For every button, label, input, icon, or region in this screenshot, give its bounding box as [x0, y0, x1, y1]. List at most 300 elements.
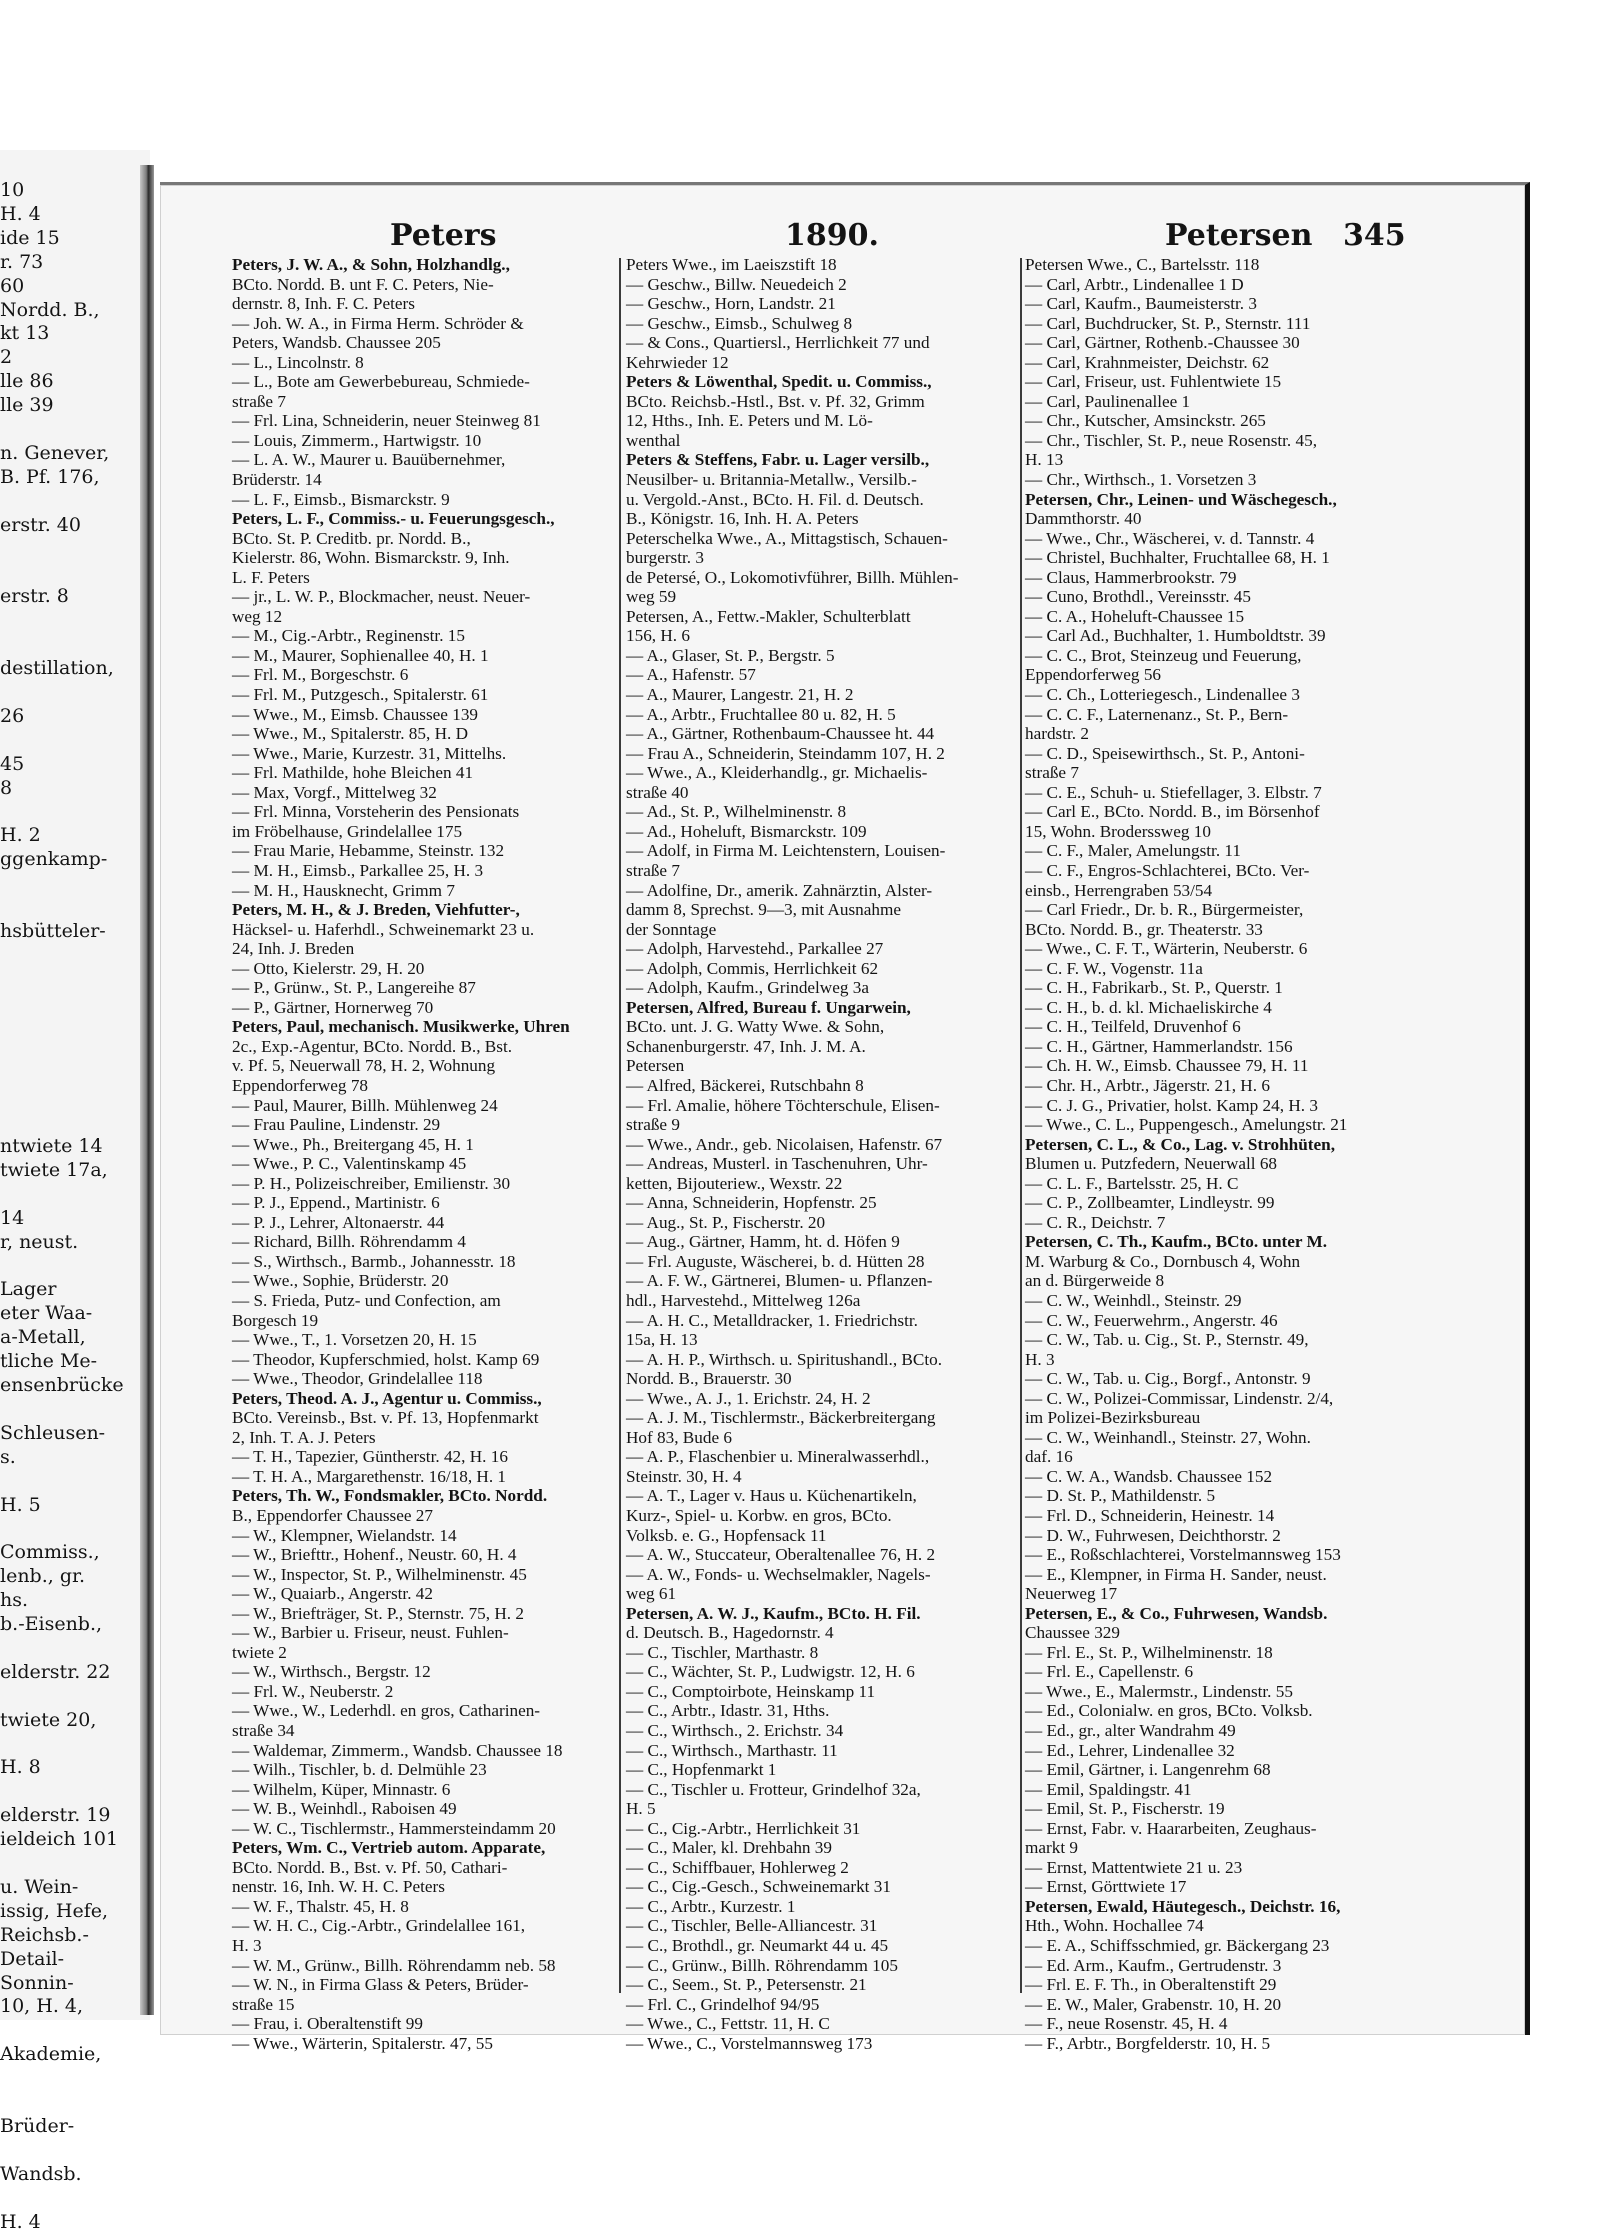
directory-entry-line: — Frl. C., Grindelhof 94/95 — [626, 1994, 820, 2014]
directory-entry-line: — Emil, Spaldingstr. 41 — [1025, 1779, 1192, 1799]
directory-entry-line: nenstr. 16, Inh. W. H. C. Peters — [232, 1877, 445, 1897]
left-page-text-fragment: r. 73 — [0, 250, 44, 273]
left-page-text-fragment: twiete 17a, — [0, 1158, 108, 1181]
directory-entry-line: — C. F. W., Vogenstr. 11a — [1025, 958, 1203, 978]
directory-entry-line: daf. 16 — [1025, 1447, 1073, 1467]
left-page-text-fragment: Detail- — [0, 1947, 65, 1970]
directory-entry-line: — C. W., Polizei-Commissar, Lindenstr. 2/4, — [1025, 1388, 1334, 1408]
directory-entry-line: — L., Bote am Gewerbebureau, Schmiede- — [232, 372, 530, 392]
directory-entry-line: Kehrwieder 12 — [626, 352, 729, 372]
directory-entry-line: der Sonntage — [626, 919, 717, 939]
directory-entry-line: — C., Comptoirbote, Heinskamp 11 — [626, 1681, 876, 1701]
directory-entry-line: — Wwe., Theodor, Grindelallee 118 — [232, 1369, 483, 1389]
directory-entry-line: — Frl. Amalie, höhere Töchterschule, Elisen- — [626, 1095, 940, 1115]
directory-entry-line: — T. H. A., Margarethenstr. 16/18, H. 1 — [232, 1466, 507, 1486]
directory-entry-line: — W. N., in Firma Glass & Peters, Brüder- — [232, 1975, 529, 1995]
directory-entry-line: — Carl, Buchdrucker, St. P., Sternstr. 111 — [1025, 313, 1311, 333]
directory-entry-line: — Wwe., A. J., 1. Erichstr. 24, H. 2 — [626, 1388, 871, 1408]
directory-entry-line: — Christel, Buchhalter, Fruchtallee 68, H. 1 — [1025, 548, 1330, 568]
directory-entry-line: Häcksel- u. Haferhdl., Schweinemarkt 23 u. — [232, 919, 535, 939]
directory-entry-line: Eppendorferweg 56 — [1025, 665, 1162, 685]
directory-entry-line: — A., Gärtner, Rothenbaum-Chaussee ht. 44 — [626, 724, 935, 744]
directory-entry-line: — P. J., Lehrer, Altonaerstr. 44 — [232, 1212, 445, 1232]
directory-entry-line: BCto. Nordd. B., Bst. v. Pf. 50, Cathari- — [232, 1857, 508, 1877]
directory-entry-line: Kurz-, Spiel- u. Korbw. en gros, BCto. — [626, 1506, 892, 1525]
directory-entry-line: — Frl. Auguste, Wäscherei, b. d. Hütten 28 — [626, 1251, 925, 1271]
column-rule-2 — [1020, 258, 1022, 1993]
directory-entry-line: — W. F., Thalstr. 45, H. 8 — [232, 1896, 409, 1916]
directory-entry-line: weg 61 — [626, 1584, 677, 1604]
directory-entry-line: — C., Cig.-Gesch., Schweinemarkt 31 — [626, 1877, 891, 1897]
directory-entry-line: BCto. Vereinsb., Bst. v. Pf. 13, Hopfenmarkt — [232, 1408, 539, 1428]
directory-entry-line: — Carl Friedr., Dr. b. R., Bürgermeister, — [1025, 900, 1304, 920]
directory-entry-line: — E. W., Maler, Grabenstr. 10, H. 20 — [1025, 1994, 1282, 2014]
directory-entry-line: — Ad., St. P., Wilhelminenstr. 8 — [626, 802, 847, 822]
directory-entry-line: Peters, Theod. A. J., Agentur u. Commiss., — [232, 1388, 542, 1408]
directory-entry-line: — Frl. Mathilde, hohe Bleichen 41 — [232, 763, 474, 783]
directory-entry-line: — A., Arbtr., Fruchtallee 80 u. 82, H. 5 — [626, 704, 896, 724]
left-page-text-fragment: hs. — [0, 1589, 29, 1612]
left-page-text-fragment: H. 8 — [0, 1756, 41, 1779]
left-page-text-fragment: ieldeich 101 — [0, 1828, 119, 1851]
running-header — [215, 218, 1406, 256]
directory-entry-line: — E. A., Schiffsschmied, gr. Bäckergang 23 — [1025, 1936, 1330, 1956]
directory-entry-line: — W. C., Tischlermstr., Hammersteindamm 20 — [232, 1818, 556, 1838]
directory-entry-line: Chaussee 329 — [1025, 1623, 1120, 1643]
directory-entry-line: — C. D., Speisewirthsch., St. P., Antoni- — [1025, 743, 1305, 763]
directory-entry-line: — Wwe., C., Vorstelmannsweg 173 — [626, 2033, 873, 2053]
directory-entry-line: — E., Klempner, in Firma H. Sander, neust. — [1025, 1564, 1327, 1584]
directory-entry-line: — Wwe., C., Fettstr. 11, H. C — [626, 2014, 830, 2034]
left-page-text-fragment: lenb., gr. — [0, 1565, 86, 1588]
left-page-text-fragment: 10 — [0, 179, 25, 201]
directory-entry-line: — Frl. M., Borgeschstr. 6 — [232, 665, 409, 685]
directory-entry-line: Peters, J. W. A., & Sohn, Holzhandlg., — [232, 255, 510, 274]
directory-entry-line: — Chr. H., Arbtr., Jägerstr. 21, H. 6 — [1025, 1075, 1270, 1095]
directory-entry-line: — Emil, St. P., Fischerstr. 19 — [1025, 1799, 1225, 1819]
directory-entry-line: Brüderstr. 14 — [232, 470, 322, 490]
directory-entry-line: — A. J. M., Tischlermstr., Bäckerbreitergang — [626, 1408, 936, 1428]
directory-column-1 — [232, 255, 622, 2053]
left-page-text-fragment: 60 — [0, 274, 25, 297]
directory-entry-line: 2, Inh. T. A. J. Peters — [232, 1427, 376, 1447]
directory-entry-line: — D. St. P., Mathildenstr. 5 — [1025, 1486, 1216, 1506]
directory-entry-line: — L., Lincolnstr. 8 — [232, 352, 364, 372]
directory-entry-line: burgerstr. 3 — [626, 548, 704, 568]
directory-entry-line: — Wwe., Sophie, Brüderstr. 20 — [232, 1271, 449, 1291]
directory-entry-line: — Frl. D., Schneiderin, Heinestr. 14 — [1025, 1506, 1275, 1525]
directory-entry-line: Peters, Th. W., Fondsmakler, BCto. Nordd. — [232, 1486, 548, 1506]
directory-entry-line: — W. M., Grünw., Billh. Röhrendamm neb. 58 — [232, 1955, 556, 1975]
left-page-text-fragment: tliche Me- — [0, 1350, 98, 1373]
left-page-text-fragment: Sonnin- — [0, 1971, 74, 1994]
page-number: 345 — [1343, 218, 1406, 253]
directory-entry-line: — C. W., Weinhdl., Steinstr. 29 — [1025, 1290, 1242, 1310]
directory-entry-line: — C. H., Teilfeld, Druvenhof 6 — [1025, 1017, 1241, 1037]
directory-entry-line: — Carl Ad., Buchhalter, 1. Humboldtstr. 39 — [1025, 626, 1326, 646]
directory-entry-line: — Ch. H. W., Eimsb. Chaussee 79, H. 11 — [1025, 1056, 1309, 1076]
directory-entry-line: — Frl. Minna, Vorsteherin des Pensionats — [232, 802, 520, 822]
directory-entry-line: — Theodor, Kupferschmied, holst. Kamp 69 — [232, 1349, 540, 1369]
directory-entry-line: — P., Gärtner, Hornerweg 70 — [232, 997, 434, 1017]
directory-entry-line: — C., Arbtr., Kurzestr. 1 — [626, 1896, 796, 1916]
directory-entry-line: 156, H. 6 — [626, 626, 690, 646]
directory-entry-line: — Chr., Wirthsch., 1. Vorsetzen 3 — [1025, 470, 1257, 490]
directory-entry-line: einsb., Herrengraben 53/54 — [1025, 880, 1213, 900]
directory-entry-line: — M., Cig.-Arbtr., Reginenstr. 15 — [232, 626, 465, 646]
directory-entry-line: Peters & Steffens, Fabr. u. Lager versilb., — [626, 450, 930, 470]
directory-entry-line: B., Eppendorfer Chaussee 27 — [232, 1506, 433, 1525]
directory-entry-line: — Frl. Lina, Schneiderin, neuer Steinweg 81 — [232, 411, 541, 431]
directory-entry-line: — Ad., Hoheluft, Bismarckstr. 109 — [626, 821, 867, 841]
directory-entry-line: — Ernst, Fabr. v. Haararbeiten, Zeughaus- — [1025, 1818, 1317, 1838]
directory-entry-line: Petersen, Chr., Leinen- und Wäschegesch., — [1025, 489, 1337, 509]
directory-entry-line: M. Warburg & Co., Dornbusch 4, Wohn — [1025, 1251, 1301, 1271]
year-heading: 1890. — [785, 218, 879, 253]
directory-entry-line: — M. H., Hausknecht, Grimm 7 — [232, 880, 455, 900]
left-page-text-fragment: 8 — [0, 776, 13, 799]
left-page-text-fragment: H. 2 — [0, 824, 41, 847]
directory-entry-line: Peters, M. H., & J. Breden, Viehfutter-, — [232, 900, 520, 920]
directory-entry-line: — S., Wirthsch., Barmb., Johannesstr. 18 — [232, 1251, 516, 1271]
directory-entry-line: — C., Tischler, Marthastr. 8 — [626, 1642, 819, 1662]
directory-entry-line: Peters & Löwenthal, Spedit. u. Commiss., — [626, 372, 932, 392]
directory-entry-line: — Carl, Krahnmeister, Deichstr. 62 — [1025, 352, 1270, 372]
directory-entry-line: — C. L. F., Bartelsstr. 25, H. C — [1025, 1173, 1239, 1193]
directory-column-2 — [626, 255, 1019, 2053]
directory-entry-line: H. 3 — [1025, 1349, 1055, 1369]
directory-entry-line: — Frl. E., St. P., Wilhelminenstr. 18 — [1025, 1642, 1273, 1662]
directory-entry-line: Peters, Paul, mechanisch. Musikwerke, Uhren — [232, 1017, 570, 1037]
directory-entry-line: H. 13 — [1025, 450, 1064, 470]
left-page-text-fragment: 10, H. 4, — [0, 1995, 84, 2018]
directory-entry-line: — M., Maurer, Sophienallee 40, H. 1 — [232, 645, 489, 665]
directory-entry-line: — A. H. P., Wirthsch. u. Spiritushandl., BCto. — [626, 1349, 943, 1369]
left-page-text-fragment: Commiss., — [0, 1541, 100, 1564]
directory-entry-line: — Geschw., Horn, Landstr. 21 — [626, 294, 836, 314]
left-page-text-fragment: 14 — [0, 1206, 25, 1229]
directory-entry-line: hardstr. 2 — [1025, 724, 1089, 744]
directory-entry-line: — Max, Vorgf., Mittelweg 32 — [232, 782, 437, 802]
directory-entry-line: — Wwe., E., Malermstr., Lindenstr. 55 — [1025, 1681, 1293, 1701]
directory-entry-line: — F., neue Rosenstr. 45, H. 4 — [1025, 2014, 1228, 2034]
directory-entry-line: — Chr., Tischler, St. P., neue Rosenstr. 45, — [1025, 430, 1318, 450]
directory-entry-line: — W. H. C., Cig.-Arbtr., Grindelallee 161, — [232, 1916, 526, 1936]
directory-entry-line: — Louis, Zimmerm., Hartwigstr. 10 — [232, 430, 482, 450]
directory-entry-line: Petersen, Alfred, Bureau f. Ungarwein, — [626, 997, 911, 1017]
directory-entry-line: — Wwe., Andr., geb. Nicolaisen, Hafenstr. 67 — [626, 1134, 943, 1154]
directory-entry-line: — Claus, Hammerbrookstr. 79 — [1025, 567, 1237, 587]
directory-entry-line: Petersen, A., Fettw.-Makler, Schulterblatt — [626, 606, 911, 626]
directory-entry-line: — D. W., Fuhrwesen, Deichthorstr. 2 — [1025, 1525, 1281, 1545]
directory-entry-line: BCto. Reichsb.-Hstl., Bst. v. Pf. 32, Grimm — [626, 391, 925, 411]
directory-entry-line: — A. F. W., Gärtnerei, Blumen- u. Pflanzen- — [626, 1271, 933, 1291]
directory-entry-line: — Andreas, Musterl. in Taschenuhren, Uhr- — [626, 1154, 928, 1174]
directory-entry-line: — C. H., Gärtner, Hammerlandstr. 156 — [1025, 1036, 1293, 1056]
directory-entry-line: — Adolf, in Firma M. Leichtenstern, Louisen- — [626, 841, 946, 861]
directory-entry-line: Petersen, E., & Co., Fuhrwesen, Wandsb. — [1025, 1603, 1328, 1623]
directory-entry-line: — C. W., Tab. u. Cig., Borgf., Antonstr. 9 — [1025, 1369, 1311, 1389]
left-page-text-fragment: Brüder- — [0, 2114, 75, 2137]
directory-entry-line: — jr., L. W. P., Blockmacher, neust. Neuer- — [232, 587, 531, 607]
directory-entry-line: — C. Ch., Lotteriegesch., Lindenallee 3 — [1025, 685, 1300, 705]
left-running-head: Peters — [390, 218, 497, 253]
directory-entry-line: Peters, L. F., Commiss.- u. Feuerungsgesch., — [232, 509, 555, 529]
directory-entry-line: — Wwe., Wärterin, Spitalerstr. 47, 55 — [232, 2033, 493, 2053]
directory-entry-line: — C., Wächter, St. P., Ludwigstr. 12, H. 6 — [626, 1662, 915, 1682]
left-page-text-fragment: ide 15 — [0, 226, 60, 249]
directory-entry-line: — P. H., Polizeischreiber, Emilienstr. 30 — [232, 1173, 511, 1193]
directory-entry-line: Petersen, Ewald, Häutegesch., Deichstr. 16, — [1025, 1896, 1341, 1916]
directory-entry-line: — F., Arbtr., Borgfelderstr. 10, H. 5 — [1025, 2033, 1271, 2053]
directory-entry-line: — Wwe., Marie, Kurzestr. 31, Mittelhs. — [232, 743, 507, 763]
left-page-text-fragment: s. — [0, 1445, 16, 1468]
directory-entry-line: H. 5 — [626, 1799, 656, 1819]
left-page-text-fragment: a-Metall, — [0, 1326, 86, 1349]
directory-entry-line: — Paul, Maurer, Billh. Mühlenweg 24 — [232, 1095, 498, 1115]
directory-entry-line: — Wwe., M., Spitalerstr. 85, H. D — [232, 724, 468, 744]
directory-entry-line: — E., Roßschlachterei, Vorstelmannsweg 153 — [1025, 1545, 1341, 1565]
directory-entry-line: twiete 2 — [232, 1642, 287, 1662]
left-page-text-fragment: erstr. 8 — [0, 585, 69, 608]
directory-entry-line: Steinstr. 30, H. 4 — [626, 1466, 742, 1486]
left-page-text-fragment: H. 4 — [0, 2210, 41, 2233]
directory-entry-line: — C., Seem., St. P., Petersenstr. 21 — [626, 1975, 867, 1995]
directory-entry-line: — Wwe., M., Eimsb. Chaussee 139 — [232, 704, 479, 724]
directory-entry-line: — Ed., Colonialw. en gros, BCto. Volksb. — [1025, 1701, 1313, 1721]
directory-entry-line: — A. T., Lager v. Haus u. Küchenartikeln, — [626, 1486, 917, 1506]
directory-entry-line: — A., Maurer, Langestr. 21, H. 2 — [626, 685, 854, 705]
directory-entry-line: de Petersé, O., Lokomotivführer, Billh. Mühlen- — [626, 567, 959, 587]
left-page-text-fragment: elderstr. 22 — [0, 1660, 111, 1683]
left-page-text-fragment: H. 5 — [0, 1493, 41, 1516]
directory-entry-line: 24, Inh. J. Breden — [232, 939, 355, 959]
left-page-text-fragment: H. 4 — [0, 202, 41, 225]
left-page-text-fragment: lle 86 — [0, 370, 54, 393]
directory-entry-line: — C., Wirthsch., 2. Erichstr. 34 — [626, 1721, 844, 1741]
directory-entry-line: — A., Glaser, St. P., Bergstr. 5 — [626, 645, 835, 665]
directory-entry-line: — Carl, Kaufm., Baumeisterstr. 3 — [1025, 294, 1257, 314]
directory-entry-line: weg 59 — [626, 587, 677, 607]
directory-entry-line: — C. F., Maler, Amelungstr. 11 — [1025, 841, 1241, 861]
directory-entry-line: — C. J. G., Privatier, holst. Kamp 24, H. 3 — [1025, 1095, 1318, 1115]
left-page-text-fragment: ntwiete 14 — [0, 1135, 103, 1157]
directory-entry-line: straße 15 — [232, 1994, 295, 2014]
directory-entry-line: Peters, Wm. C., Vertrieb autom. Apparate, — [232, 1838, 546, 1858]
directory-entry-line: — C., Tischler, Belle-Alliancestr. 31 — [626, 1916, 878, 1936]
directory-entry-line: — Ernst, Mattentwiete 21 u. 23 — [1025, 1857, 1243, 1877]
directory-entry-line: — W., Briefttr., Hohenf., Neustr. 60, H. 4 — [232, 1545, 517, 1565]
directory-entry-line: — Wwe., C. L., Puppengesch., Amelungstr. 21 — [1025, 1115, 1348, 1135]
directory-entry-line: — Emil, Gärtner, i. Langenrehm 68 — [1025, 1760, 1271, 1780]
left-page-text-fragment: b.-Eisenb., — [0, 1613, 103, 1635]
directory-entry-line: straße 7 — [1025, 763, 1079, 783]
directory-entry-line: — Wwe., C. F. T., Wärterin, Neuberstr. 6 — [1025, 939, 1308, 959]
directory-entry-line: — C. P., Zollbeamter, Lindleystr. 99 — [1025, 1193, 1275, 1213]
directory-entry-line: 2c., Exp.-Agentur, BCto. Nordd. B., Bst. — [232, 1036, 513, 1056]
directory-entry-line: — Carl, Arbtr., Lindenallee 1 D — [1025, 274, 1244, 294]
directory-entry-line: — Wwe., Chr., Wäscherei, v. d. Tannstr. 4 — [1025, 528, 1315, 548]
directory-entry-line: im Polizei-Bezirksbureau — [1025, 1408, 1201, 1428]
directory-entry-line: an d. Bürgerweide 8 — [1025, 1271, 1165, 1291]
directory-entry-line: — Adolph, Harvestehd., Parkallee 27 — [626, 939, 884, 959]
directory-entry-line: Nordd. B., Brauerstr. 30 — [626, 1369, 792, 1389]
left-page-text-fragment: Lager — [0, 1278, 57, 1301]
directory-entry-line: — A. P., Flaschenbier u. Mineralwasserhdl., — [626, 1447, 930, 1467]
directory-entry-line: — C. W., Tab. u. Cig., St. P., Sternstr. 49, — [1025, 1330, 1309, 1350]
directory-entry-line: — W., Barbier u. Friseur, neust. Fuhlen- — [232, 1623, 509, 1643]
directory-entry-line: Hof 83, Bude 6 — [626, 1427, 732, 1447]
directory-entry-line: — A., Hafenstr. 57 — [626, 665, 756, 685]
directory-entry-line: — Carl, Gärtner, Rothenb.-Chaussee 30 — [1025, 333, 1300, 353]
directory-entry-line: — Wilh., Tischler, b. d. Delmühle 23 — [232, 1760, 487, 1780]
directory-entry-line: — Adolph, Commis, Herrlichkeit 62 — [626, 958, 879, 978]
directory-entry-line: — T. H., Tapezier, Güntherstr. 42, H. 16 — [232, 1447, 508, 1467]
directory-entry-line: — W., Briefträger, St. P., Sternstr. 75, H. 2 — [232, 1603, 524, 1623]
directory-entry-line: — C. W. A., Wandsb. Chaussee 152 — [1025, 1466, 1273, 1486]
directory-entry-line: BCto. unt. J. G. Watty Wwe. & Sohn, — [626, 1017, 885, 1037]
left-page-fragment — [0, 150, 150, 2233]
directory-entry-line: — W., Klempner, Wielandstr. 14 — [232, 1525, 457, 1545]
directory-entry-line: im Fröbelhause, Grindelallee 175 — [232, 821, 463, 841]
directory-entry-line: — Ed., gr., alter Wandrahm 49 — [1025, 1721, 1236, 1741]
left-page-text-fragment: Wandsb. — [0, 2162, 82, 2185]
directory-entry-line: — C. A., Hoheluft-Chaussee 15 — [1025, 606, 1245, 626]
directory-entry-line: 15, Wohn. Broderssweg 10 — [1025, 821, 1211, 841]
directory-entry-line: H. 3 — [232, 1936, 262, 1956]
directory-entry-line: BCto. Nordd. B., gr. Theaterstr. 33 — [1025, 919, 1263, 939]
directory-entry-line: — Geschw., Eimsb., Schulweg 8 — [626, 313, 853, 333]
directory-entry-line: — W., Quaiarb., Angerstr. 42 — [232, 1584, 433, 1604]
directory-entry-line: — & Cons., Quartiersl., Herrlichkeit 77 und — [626, 333, 930, 353]
directory-entry-line: — Ed. Arm., Kaufm., Gertrudenstr. 3 — [1025, 1955, 1282, 1975]
directory-entry-line: — Richard, Billh. Röhrendamm 4 — [232, 1232, 466, 1252]
directory-entry-line: — Joh. W. A., in Firma Herm. Schröder & — [232, 313, 524, 333]
left-page-text-fragment: Reichsb.- — [0, 1923, 89, 1946]
directory-column-3 — [1025, 255, 1421, 2053]
directory-entry-line: — A. W., Fonds- u. Wechselmakler, Nagels- — [626, 1564, 931, 1584]
directory-entry-line: — Frl. E. F. Th., in Oberaltenstift 29 — [1025, 1975, 1277, 1995]
directory-entry-line: Blumen u. Putzfedern, Neuerwall 68 — [1025, 1154, 1278, 1174]
directory-entry-line: — C., Tischler u. Frotteur, Grindelhof 32a, — [626, 1779, 921, 1799]
left-page-text-fragment: u. Wein- — [0, 1875, 79, 1898]
directory-entry-line: — A. H. C., Metalldracker, 1. Friedrichstr. — [626, 1310, 918, 1330]
directory-entry-line: u. Vergold.-Anst., BCto. H. Fil. d. Deutsch. — [626, 489, 924, 509]
directory-entry-line: — C. R., Deichstr. 7 — [1025, 1212, 1166, 1232]
directory-entry-line: — W., Wirthsch., Bergstr. 12 — [232, 1662, 431, 1682]
directory-entry-line: — C. C., Brot, Steinzeug und Feuerung, — [1025, 645, 1302, 665]
directory-entry-line: Petersen — [626, 1056, 685, 1076]
directory-entry-line: — A. W., Stuccateur, Oberaltenallee 76, H. 2 — [626, 1545, 936, 1565]
directory-entry-line: — C. W., Feuerwehrm., Angerstr. 46 — [1025, 1310, 1278, 1330]
directory-entry-line: 15a, H. 13 — [626, 1330, 698, 1350]
directory-entry-line: Borgesch 19 — [232, 1310, 319, 1330]
left-page-text-fragment: ggenkamp- — [0, 848, 108, 871]
directory-entry-line: — C. E., Schuh- u. Stiefellager, 3. Elbstr. 7 — [1025, 782, 1322, 802]
directory-entry-line: straße 34 — [232, 1721, 295, 1741]
directory-entry-line: — C., Schiffbauer, Hohlerweg 2 — [626, 1857, 849, 1877]
left-page-text-fragment: Nordd. B., — [0, 298, 100, 321]
left-page-text-fragment: 2 — [0, 346, 13, 369]
directory-entry-line: — C. H., Fabrikarb., St. P., Querstr. 1 — [1025, 978, 1283, 998]
directory-entry-line: — M. H., Eimsb., Parkallee 25, H. 3 — [232, 860, 484, 880]
directory-entry-line: v. Pf. 5, Neuerwall 78, H. 2, Wohnung — [232, 1056, 496, 1076]
directory-entry-line: Kielerstr. 86, Wohn. Bismarckstr. 9, Inh. — [232, 548, 510, 568]
directory-entry-line: Hth., Wohn. Hochallee 74 — [1025, 1916, 1204, 1936]
directory-entry-line: — L. F., Eimsb., Bismarckstr. 9 — [232, 489, 450, 509]
directory-entry-line: — Wwe., A., Kleiderhandlg., gr. Michaelis- — [626, 763, 928, 783]
directory-entry-line: d. Deutsch. B., Hagedornstr. 4 — [626, 1623, 834, 1643]
directory-entry-line: Petersen, C. L., & Co., Lag. v. Strohhüten, — [1025, 1134, 1336, 1154]
directory-entry-line: Eppendorferweg 78 — [232, 1075, 369, 1095]
directory-entry-line: — Frau, i. Oberaltenstift 99 — [232, 2014, 423, 2034]
directory-entry-line: — C. W., Weinhandl., Steinstr. 27, Wohn. — [1025, 1427, 1311, 1447]
directory-entry-line: — C., Hopfenmarkt 1 — [626, 1760, 777, 1780]
directory-entry-line: — Frau A., Schneiderin, Steindamm 107, H. 2 — [626, 743, 945, 763]
directory-entry-line: — Wwe., P. C., Valentinskamp 45 — [232, 1154, 467, 1174]
directory-entry-line: weg 12 — [232, 606, 283, 626]
right-running-head: Petersen — [1165, 218, 1313, 253]
directory-entry-line: — Geschw., Billw. Neuedeich 2 — [626, 274, 847, 294]
directory-entry-line: Neuerweg 17 — [1025, 1584, 1118, 1604]
directory-entry-line: straße 40 — [626, 782, 689, 802]
directory-entry-line: — W. B., Weinhdl., Raboisen 49 — [232, 1799, 457, 1819]
directory-entry-line: — Aug., St. P., Fischerstr. 20 — [626, 1212, 826, 1232]
directory-entry-line: hdl., Harvestehd., Mittelweg 126a — [626, 1290, 861, 1310]
left-page-text-fragment: elderstr. 19 — [0, 1804, 111, 1827]
directory-entry-line: Volksb. e. G., Hopfensack 11 — [626, 1525, 827, 1545]
left-page-text-fragment: B. Pf. 176, — [0, 465, 100, 488]
directory-entry-line: Peterschelka Wwe., A., Mittagstisch, Schauen- — [626, 528, 948, 548]
left-page-text-fragment: eter Waa- — [0, 1302, 93, 1325]
left-page-text-fragment: hsbütteler- — [0, 919, 106, 942]
directory-entry-line: — Frl. E., Capellenstr. 6 — [1025, 1662, 1194, 1682]
directory-entry-line: — Cuno, Brothdl., Vereinsstr. 45 — [1025, 587, 1251, 607]
directory-entry-line: wenthal — [626, 430, 681, 450]
directory-entry-line: — C. H., b. d. kl. Michaeliskirche 4 — [1025, 997, 1272, 1017]
directory-entry-line: straße 9 — [626, 1115, 680, 1135]
directory-entry-line: — C., Wirthsch., Marthastr. 11 — [626, 1740, 838, 1760]
directory-entry-line: — Otto, Kielerstr. 29, H. 20 — [232, 958, 425, 978]
left-page-text-fragment: n. Genever, — [0, 441, 110, 464]
directory-entry-line: — C. F., Engros-Schlachterei, BCto. Ver- — [1025, 860, 1310, 880]
directory-entry-line: Petersen, A. W. J., Kaufm., BCto. H. Fil. — [626, 1603, 921, 1623]
book-gutter — [140, 165, 154, 2015]
directory-entry-line: Dammthorstr. 40 — [1025, 509, 1142, 529]
directory-entry-line: — Wwe., T., 1. Vorsetzen 20, H. 15 — [232, 1330, 477, 1350]
directory-entry-line: — Waldemar, Zimmerm., Wandsb. Chaussee 18 — [232, 1740, 563, 1760]
left-page-text-fragment: destillation, — [0, 657, 114, 679]
directory-entry-line: — C., Grünw., Billh. Röhrendamm 105 — [626, 1955, 898, 1975]
left-page-text-fragment: 45 — [0, 752, 25, 775]
directory-entry-line: — Chr., Kutscher, Amsinckstr. 265 — [1025, 411, 1266, 431]
left-page-text-fragment: twiete 20, — [0, 1708, 97, 1731]
directory-entry-line: — Wwe., W., Lederhdl. en gros, Catharinen- — [232, 1701, 541, 1721]
directory-entry-line: 12, Hths., Inh. E. Peters und M. Lö- — [626, 411, 873, 431]
directory-entry-line: straße 7 — [232, 391, 286, 411]
directory-entry-line: — Wwe., Ph., Breitergang 45, H. 1 — [232, 1134, 474, 1154]
directory-entry-line: B., Königstr. 16, Inh. H. A. Peters — [626, 509, 859, 529]
directory-entry-line: BCto. Nordd. B. unt F. C. Peters, Nie- — [232, 274, 494, 294]
directory-entry-line: — Frau Marie, Hebamme, Steinstr. 132 — [232, 841, 505, 861]
directory-entry-line: — Frl. W., Neuberstr. 2 — [232, 1681, 394, 1701]
directory-entry-line: BCto. St. P. Creditb. pr. Nordd. B., — [232, 528, 471, 548]
directory-entry-line: damm 8, Sprechst. 9—3, mit Ausnahme — [626, 900, 901, 920]
directory-entry-line: — C., Arbtr., Idastr. 31, Hths. — [626, 1701, 830, 1721]
directory-entry-line: Petersen Wwe., C., Bartelsstr. 118 — [1025, 255, 1260, 274]
directory-entry-line: Peters Wwe., im Laeiszstift 18 — [626, 255, 837, 274]
directory-entry-line: — C., Maler, kl. Drehbahn 39 — [626, 1838, 832, 1858]
